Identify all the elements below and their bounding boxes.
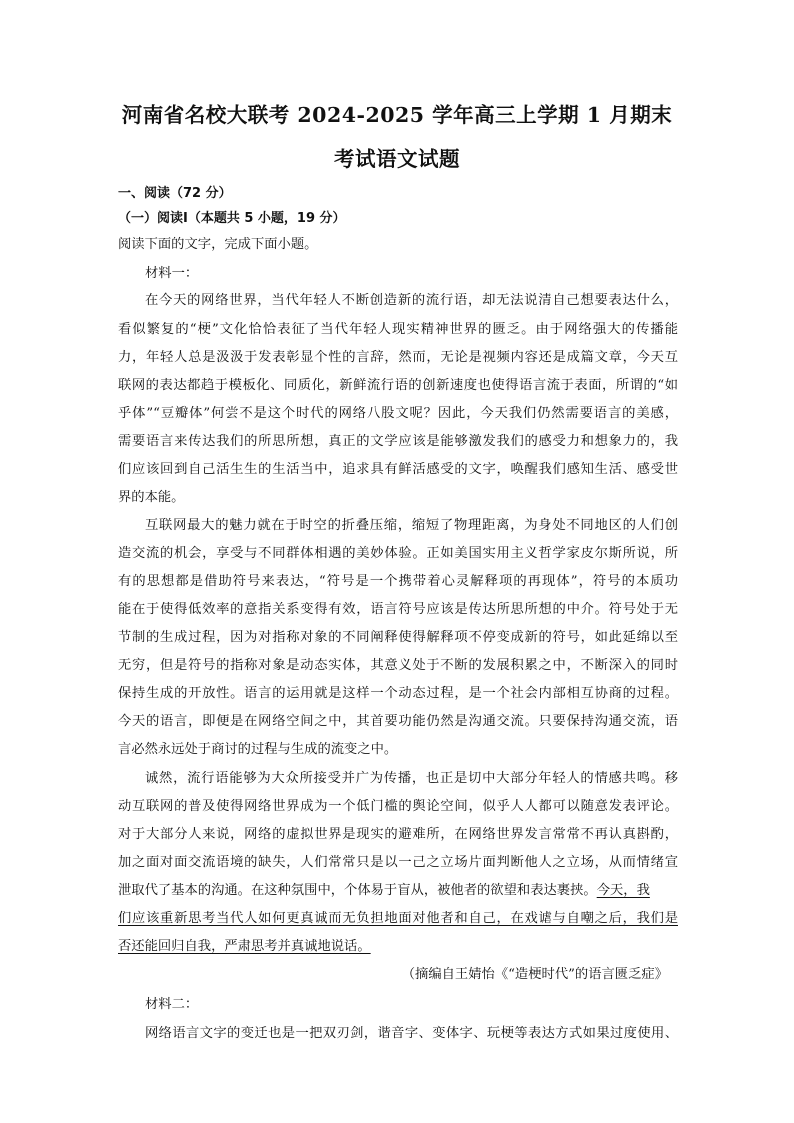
- section-heading: 一、阅读（72 分）: [118, 186, 232, 201]
- paragraph-line: [118, 935, 678, 954]
- underlined-text: 否还能回归自我，严肃思考并真诚地说话。: [118, 939, 371, 954]
- underlined-text: 们应该重新思考当代人如何更真诚而无负担地面对他者和自己，在戏谑与自嘲之后，我们是: [118, 911, 678, 926]
- paragraph-line: 保持生成的开放性。语言的运用就是这样一个动态过程，是一个社会内部相互协商的过程。: [118, 686, 678, 701]
- paragraph-line: 力，年轻人总是汲汲于发表彰显个性的言辞，然而，无论是视频内容还是成篇文章，今天互: [118, 350, 678, 365]
- exam-title-line2: 考试语文试题: [334, 147, 460, 171]
- paragraph-line: [118, 879, 678, 898]
- material1-label: 材料一：: [145, 266, 199, 281]
- paragraph-line: 乎体”“豆瓣体”何尝不是这个时代的网络八股文呢？因此，今天我们仍然需要语言的美感，: [118, 406, 678, 421]
- material2-label: 材料二：: [145, 997, 199, 1012]
- paragraph-line: 有的思想都是借助符号来表达，“符号是一个携带着心灵解释项的再现体”，符号的本质功: [118, 574, 678, 589]
- paragraph-line: 在今天的网络世界，当代年轻人不断创造新的流行语，却无法说清自己想要表达什么，: [145, 293, 678, 308]
- paragraph-line: 动互联网的普及使得网络世界成为一个低门槛的舆论空间，似乎人人都可以随意发表评论。: [118, 799, 678, 814]
- paragraph-line: 需要语言来传达我们的所思所想，真正的文学应该是能够激发我们的感受力和想象力的，我: [118, 434, 678, 449]
- paragraph-line: 无穷，但是符号的指称对象是动态实体，其意义处于不断的发展积累之中，不断深入的同时: [118, 658, 678, 673]
- paragraph-line: [118, 907, 678, 926]
- paragraph-line: 节制的生成过程，因为对指称对象的不同阐释使得解释项不停变成新的符号，如此延绵以至: [118, 630, 678, 645]
- exam-title-line1: 河南省名校大联考 2024-2025 学年高三上学期 1 月期末: [121, 103, 673, 127]
- underlined-text: 今天，我: [596, 883, 650, 898]
- paragraph-line: 今天的语言，即便是在网络空间之中，其首要功能仍然是沟通交流。只要保持沟通交流，语: [118, 714, 678, 729]
- paragraph-line: 网络语言文字的变迁也是一把双刃剑，谐音字、变体字、玩梗等表达方式如果过度使用、: [145, 1026, 678, 1041]
- paragraph-line: 诚然，流行语能够为大众所接受并广为传播，也正是切中大部分年轻人的情感共鸣。移: [145, 771, 678, 786]
- paragraph-line: 互联网最大的魅力就在于时空的折叠压缩，缩短了物理距离，为身处不同地区的人们创: [145, 518, 678, 533]
- paragraph-line: 加之面对面交流语境的缺失，人们常常只是以一己之立场片面判断他人之立场，从而情绪宣: [118, 855, 678, 870]
- paragraph-line: 造交流的机会，享受与不同群体相遇的美妙体验。正如美国实用主义哲学家皮尔斯所说，所: [118, 546, 678, 561]
- paragraph-line: 界的本能。: [118, 490, 185, 505]
- subsection-heading: （一）阅读Ⅰ（本题共 5 小题，19 分）: [118, 211, 346, 226]
- paragraph-line-text: 泄取代了基本的沟通。在这种氛围中，个体易于盲从，被他者的欲望和表达裹挟。: [118, 883, 597, 898]
- paragraph-line: 看似繁复的“梗”文化恰恰表征了当代年轻人现实精神世界的匮乏。由于网络强大的传播能: [118, 322, 678, 337]
- paragraph-line: 言必然永远处于商讨的过程与生成的流变之中。: [118, 742, 398, 757]
- source-citation: （摘编自王婧怡《“造梗时代”的语言匮乏症》: [401, 967, 668, 982]
- paragraph-line: 们应该回到自己活生生的生活当中，追求具有鲜活感受的文字，唤醒我们感知生活、感受世: [118, 462, 678, 477]
- instruction-text: 阅读下面的文字，完成下面小题。: [118, 237, 318, 252]
- paragraph-line: 对于大部分人来说，网络的虚拟世界是现实的避难所，在网络世界发言常常不再认真斟酌，: [118, 827, 678, 842]
- paragraph-line: 能在于使得低效率的意指关系变得有效，语言符号应该是传达所思所想的中介。符号处于无: [118, 602, 678, 617]
- paragraph-line: 联网的表达都趋于模板化、同质化，新鲜流行语的创新速度也使得语言流于表面，所谓的“如: [118, 378, 678, 393]
